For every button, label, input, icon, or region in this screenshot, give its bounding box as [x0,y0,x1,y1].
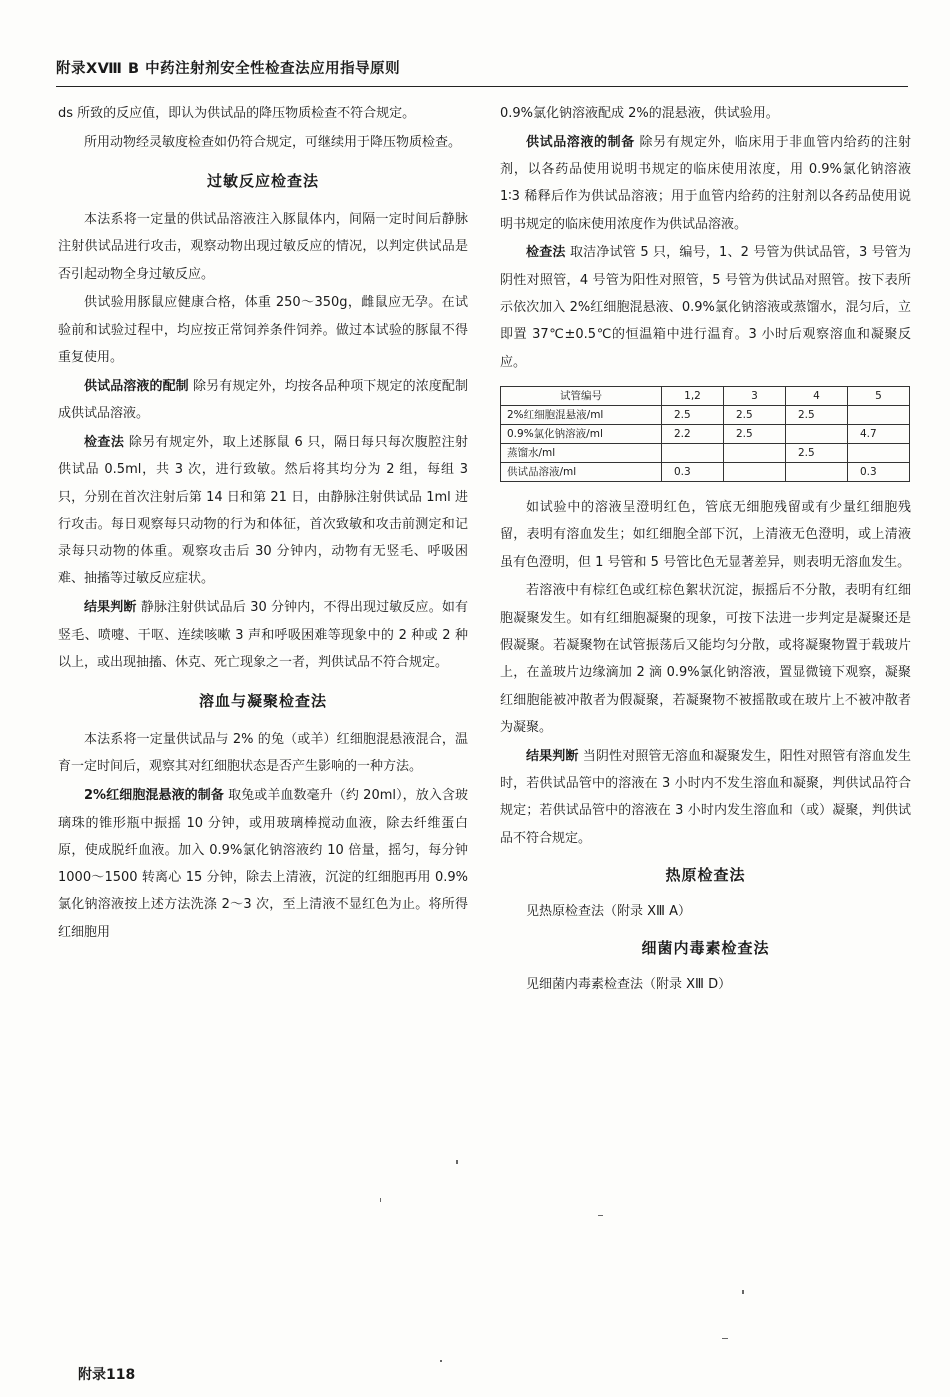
run-in-heading: 检查法 [84,434,125,450]
table-row [501,424,910,443]
table-row-label: 2%红细胞混悬液/ml [501,405,662,424]
paragraph [500,743,911,852]
run-in-heading: 供试品溶液的配制 [84,378,189,394]
paragraph-text: 除另有规定外，取上述豚鼠 6 只，隔日每只每次腹腔注射供试品 0.5ml，共 3 次，进行致敏。然后将其均分为 2 组，每组 3 只，分别在首次注射后第 14 日和第 21 日，由静脉注射供试品 1ml 进行攻击。每日观察每只动物的行为和体征，首次致敏和攻击前测定和记录每只动物的体重。观察攻击后 30 分钟内，动物有无竖毛、呼吸困难、抽搐等过敏反应症状。 [58,434,468,587]
paragraph: 所用动物经灵敏度检查如仍符合规定，可继续用于降压物质检查。 [84,134,462,150]
section-heading-allergy: 过敏反应检查法 [206,172,319,191]
table-cell: 2.5 [786,443,848,462]
header-rule [56,86,908,87]
scan-speck [380,1198,381,1202]
section-heading-pyrogen: 热原检查法 [665,865,746,884]
table-row-label: 供试品溶液/ml [501,462,662,481]
section-heading-hemolysis: 溶血与凝聚检查法 [198,692,327,711]
paragraph [58,782,468,946]
table-cell [786,462,848,481]
paragraph-text: 取洁净试管 5 只，编号，1、2 号管为供试品管，3 号管为阴性对照管，4 号管为阳性对照管，5 号管为供试品对照管。按下表所示依次加入 2%红细胞混悬液、0.9%氯化钠溶液或蒸馏水，混匀后，立即置 37℃±0.5℃的恒温箱中进行温育。3 小时后观察溶血和凝聚反应。 [500,245,911,370]
paragraph [500,239,911,375]
table-cell: 2.2 [662,424,724,443]
table-header-cell: 试管编号 [501,386,662,405]
table-cell [848,405,910,424]
paragraph: 本法系将一定量供试品与 2% 的兔（或羊）红细胞混悬液混合，温育一定时间后，观察其对红细胞状态是否产生影响的一种方法。 [58,732,468,775]
paragraph [58,429,468,593]
paragraph-text: 取兔或羊血数毫升（约 20ml），放入含玻璃珠的锥形瓶中振摇 10 分钟，或用玻璃棒搅动血液，除去纤维蛋白原，使成脱纤血液。加入 0.9%氯化钠溶液约 10 倍量，摇匀，每分钟 1000～1500 转离心 15 分钟，除去上清液，沉淀的红细胞再用 0.9%氯化钠溶液按上述方法洗涤 2～3 次，至上清液不显红色为止。将所得红细胞用 [58,788,468,940]
table-header-cell: 1,2 [662,386,724,405]
paragraph-text: 除另有规定外，均按各品种项下规定的浓度配制成供试品溶液。 [58,378,468,422]
table-cell: 2.5 [724,424,786,443]
section-heading-endotoxin: 细菌内毒素检查法 [641,939,770,958]
paragraph: 0.9%氯化钠溶液配成 2%的混悬液，供试验用。 [500,106,779,121]
table-cell: 2.5 [786,405,848,424]
run-in-heading: 结果判断 [526,748,579,764]
table-row [501,405,910,424]
paragraph: 见细菌内毒素检查法（附录 XⅢ D） [526,977,732,993]
paragraph [58,594,468,676]
running-header: 附录XⅧ B 中药注射剂安全性检查法应用指导原则 [56,61,401,77]
tube-table [500,386,910,482]
table-header-cell: 4 [786,386,848,405]
paragraph: 本法系将一定量的供试品溶液注入豚鼠体内，间隔一定时间后静脉注射供试品进行攻击，观察动物出现过敏反应的情况，以判定供试品是否引起动物全身过敏反应。 [58,212,468,282]
table-row-label: 蒸馏水/ml [501,443,662,462]
table-cell [786,424,848,443]
paragraph-text: 静脉注射供试品后 30 分钟内，不得出现过敏反应。如有竖毛、喷嚏、干呕、连续咳嗽 3 声和呼吸困难等现象中的 2 种或 2 种以上，或出现抽搐、休克、死亡现象之一者，判供试品不符合规定。 [58,600,468,670]
paragraph [58,373,468,428]
left-column [58,100,468,948]
table-cell: 2.5 [724,405,786,424]
paragraph: ds 所致的反应值，即认为供试品的降压物质检查不符合规定。 [58,106,416,121]
scan-speck [598,1215,603,1216]
table-row [501,443,910,462]
table-row [501,462,910,481]
run-in-heading: 检查法 [526,245,566,261]
scan-speck [456,1160,458,1164]
run-in-heading: 结果判断 [84,600,137,616]
paragraph-text: 除另有规定外，临床用于非血管内给药的注射剂，以各药品使用说明书规定的临床使用浓度，用 0.9%氯化钠溶液 1∶3 稀释后作为供试品溶液；用于血管内给药的注射剂以各药品使用说明书规定的临床使用浓度作为供试品溶液。 [500,134,911,232]
scan-speck [742,1290,744,1294]
table-header-row [501,386,910,405]
table-cell [724,462,786,481]
run-in-heading: 2%红细胞混悬液的制备 [84,788,224,804]
table-header-cell: 3 [724,386,786,405]
table-cell: 0.3 [848,462,910,481]
table-cell: 4.7 [848,424,910,443]
paragraph-text: 当阴性对照管无溶血和凝聚发生，阳性对照管有溶血发生时，若供试品管中的溶液在 3 小时内不发生溶血和凝聚，判供试品符合规定；若供试品管中的溶液在 3 小时内发生溶血和（或）凝聚，判供试品不符合规定。 [500,748,911,846]
scan-speck [440,1360,442,1362]
right-column [500,100,911,1000]
table-cell [662,443,724,462]
paragraph: 如试验中的溶液呈澄明红色，管底无细胞残留或有少量红细胞残留，表明有溶血发生；如红细胞全部下沉，上清液无色澄明，或上清液虽有色澄明，但 1 号管和 5 号管比色无显著差异，则表明无溶血发生。 [500,499,911,570]
table-row-label: 0.9%氯化钠溶液/ml [501,424,662,443]
paragraph [500,129,911,238]
paragraph: 见热原检查法（附录 XⅢ A） [526,903,692,919]
paragraph: 供试验用豚鼠应健康合格，体重 250～350g，雌鼠应无孕。在试验前和试验过程中，均应按正常饲养条件饲养。做过本试验的豚鼠不得重复使用。 [58,295,468,366]
table-header-cell: 5 [848,386,910,405]
run-in-heading: 供试品溶液的制备 [526,134,635,150]
table-cell: 2.5 [662,405,724,424]
scan-speck [722,1338,728,1339]
table-cell [848,443,910,462]
table-cell: 0.3 [662,462,724,481]
paragraph: 若溶液中有棕红色或红棕色絮状沉淀，振摇后不分散，表明有红细胞凝聚发生。如有红细胞凝聚的现象，可按下法进一步判定是凝聚还是假凝聚。若凝聚物在试管振荡后又能均匀分散，或将凝聚物置于载玻片上，在盖玻片边缘滴加 2 滴 0.9%氯化钠溶液，置显微镜下观察，凝聚红细胞能被冲散者为假凝聚，若凝聚物不被摇散或在玻片上不被冲散者为凝聚。 [500,583,911,735]
table-cell [724,443,786,462]
page-number: 附录118 [78,1367,136,1383]
